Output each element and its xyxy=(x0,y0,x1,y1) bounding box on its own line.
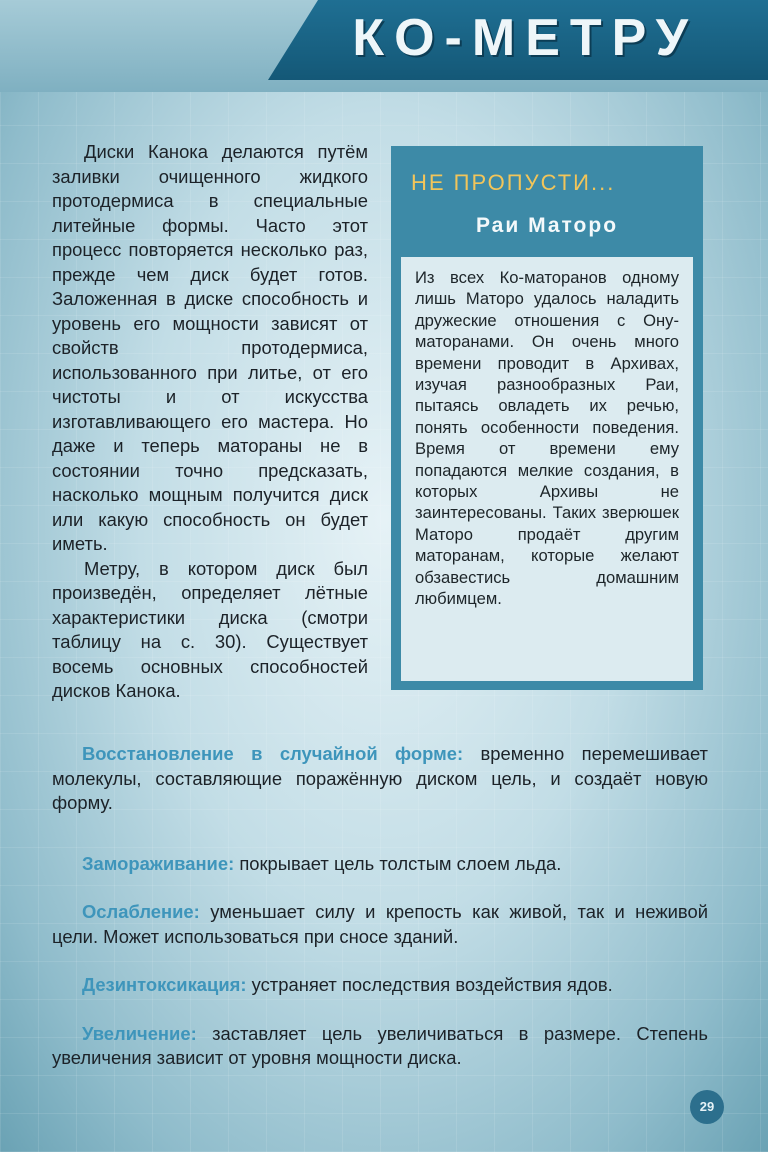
feature-term: Замораживание: xyxy=(82,852,235,874)
body-paragraph: Диски Канока делаются путём заливки очищенного жидкого протодермиса в специальные литейные формы. Часто этот процесс повторяется несколько раз, прежде чем диск будет готов. Заложенная в диске способность и уровень его мощности зависят от свойств протодермиса, использованного при литье, от его чистоты и от искусства изготавливающего его мастера. Но даже и теперь матораны не в состоянии точно предсказать, насколько мощным получится диск или какую способность он будет иметь. xyxy=(52,141,368,554)
feature-item xyxy=(52,742,708,816)
feature-description: заставляет цель увеличиваться в размере. Степень увеличения зависит от уровня мощности диска. xyxy=(52,1022,708,1068)
features-list xyxy=(52,742,708,1071)
sidebar-subtitle: Раи Матоpo xyxy=(475,214,619,237)
feature-term: Восстановление в случайной форме: xyxy=(82,743,464,764)
feature-description: покрывает цель толстым слоем льда. xyxy=(234,852,562,874)
page-title: КО-МЕТРУ xyxy=(352,9,698,67)
feature-item xyxy=(52,973,708,998)
feature-term: Увеличение: xyxy=(82,1022,197,1044)
page-number: 29 xyxy=(690,1090,724,1124)
sidebar-box xyxy=(391,146,703,690)
feature-description: уменьшает силу и крепость как живой, так и неживой цели. Может использоваться при сносе зданий. xyxy=(52,901,708,947)
body-text-column xyxy=(52,140,368,704)
feature-description: устраняет последствия воздействия ядов. xyxy=(246,974,613,995)
body-paragraph: Метру, в котором диск был произведён, определяет лётные характеристики диска (смотри таблицу на с. 30). Существует восемь основных способностей дисков Канока. xyxy=(52,557,368,701)
sidebar-kicker: НЕ ПРОПУСТИ... xyxy=(411,170,616,195)
feature-item xyxy=(52,852,708,877)
sidebar-text: Из всех Ко-маторанов одному лишь Маторо удалось наладить дружеские отношения с Ону-маторанами. Он очень много времени проводит в Архивах, изучая разнообразных Раи, пытаясь овладеть их речью, понять особенности поведения. Время от времени ему попадаются мелкие создания, в которых Архивы не заинтересованы. Таких зверюшек Маторо продаёт другим маторанам, которые желают обзавестись домашним любимцем. xyxy=(401,257,693,681)
feature-item xyxy=(52,900,708,949)
feature-term: Ослабление: xyxy=(82,901,200,922)
feature-item xyxy=(52,1022,708,1071)
feature-term: Дезинтоксикация: xyxy=(82,974,247,995)
feature-description: временно перемешивает молекулы, составляющие поражённую диском цель, и создаёт новую форму. xyxy=(52,743,708,813)
